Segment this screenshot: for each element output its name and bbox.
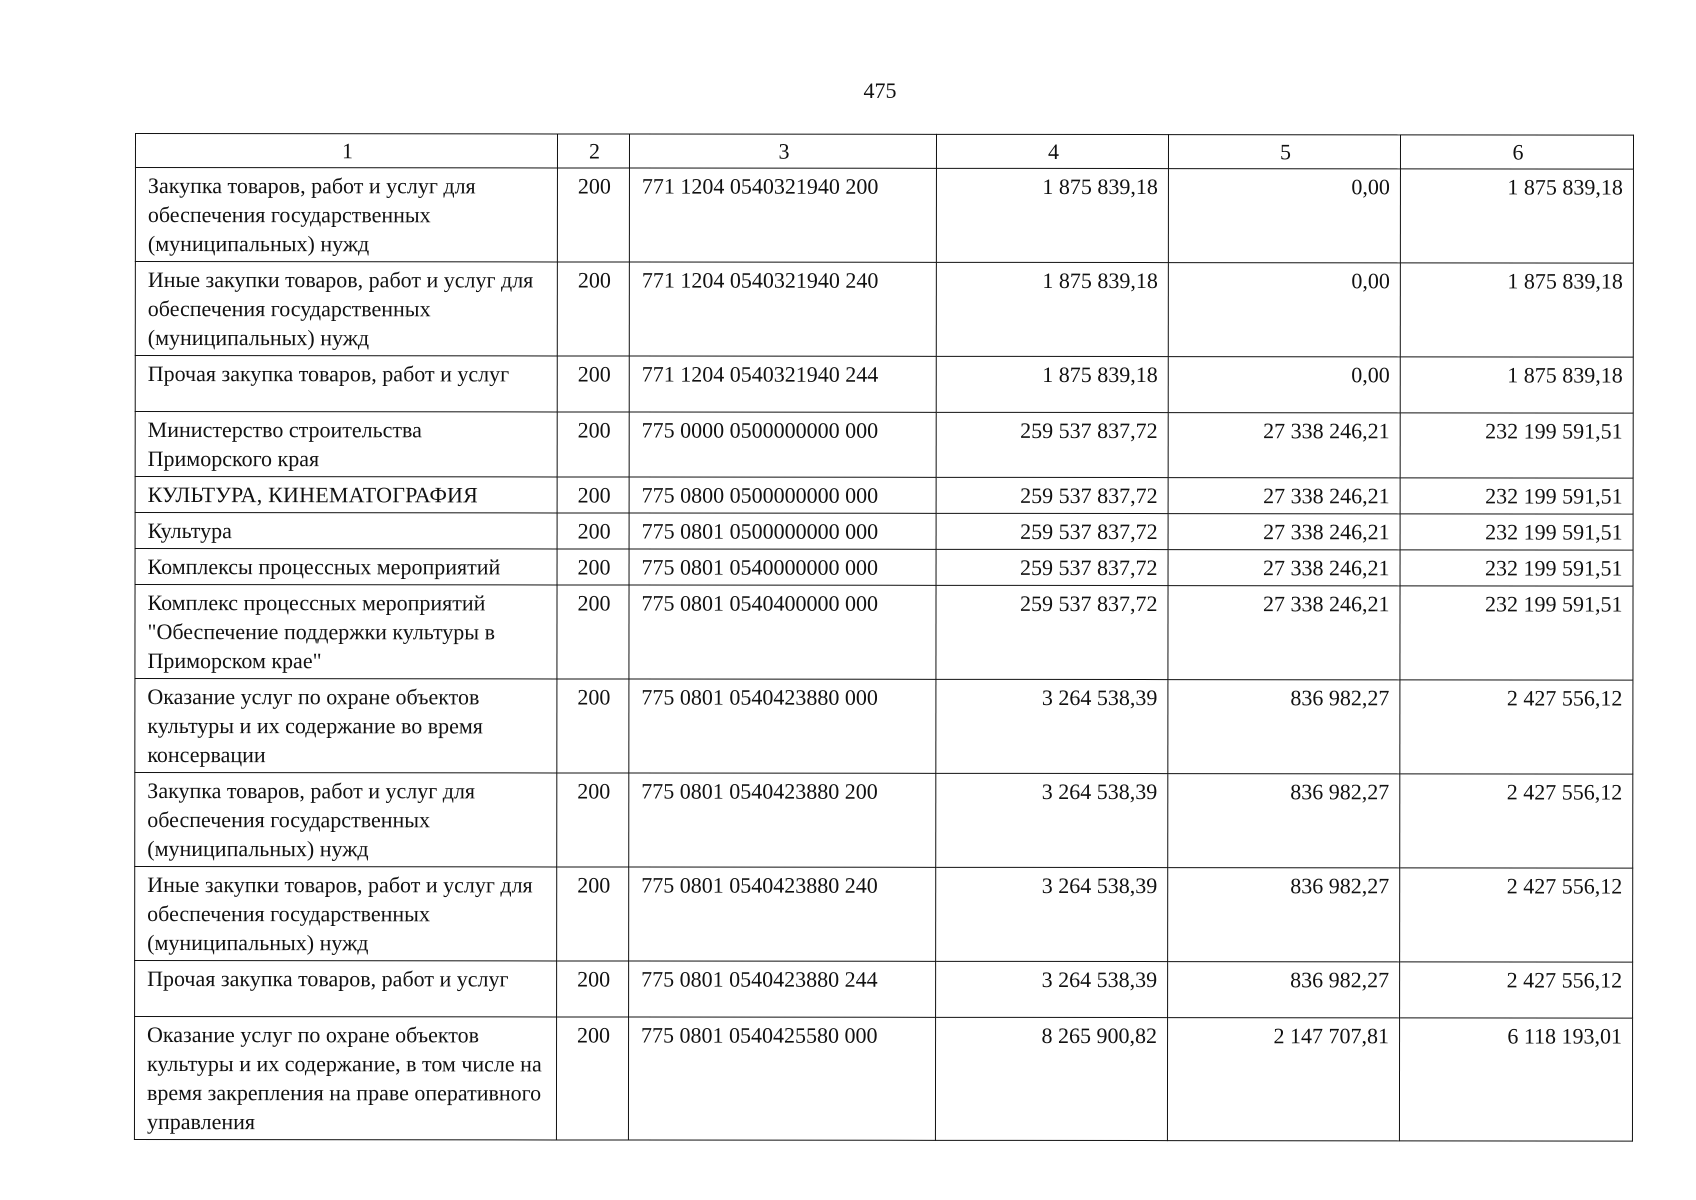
row-col4: 1 875 839,18 — [936, 262, 1168, 356]
row-col4: 259 537 837,72 — [936, 412, 1168, 477]
row-name: Культура — [135, 513, 557, 549]
table-row — [135, 773, 1633, 869]
row-col6: 1 875 839,18 — [1400, 263, 1633, 357]
row-col4: 1 875 839,18 — [936, 168, 1168, 262]
header-row — [135, 134, 1633, 170]
table-row — [135, 549, 1633, 587]
row-name: Прочая закупка товаров, работ и услуг — [135, 961, 557, 1017]
table-row — [135, 477, 1633, 515]
row-col6: 232 199 591,51 — [1400, 550, 1633, 586]
row-col6: 1 875 839,18 — [1400, 357, 1633, 413]
row-code: 200 — [557, 867, 629, 961]
row-col5: 0,00 — [1168, 263, 1400, 357]
row-name: Комплексы процессных мероприятий — [135, 549, 557, 585]
table-row — [134, 1017, 1632, 1142]
row-col6: 232 199 591,51 — [1400, 586, 1633, 680]
row-name: Прочая закупка товаров, работ и услуг — [135, 356, 557, 412]
row-col5: 836 982,27 — [1168, 680, 1400, 774]
row-col4: 259 537 837,72 — [936, 477, 1168, 513]
row-col5: 27 338 246,21 — [1168, 514, 1400, 550]
budget-table — [134, 133, 1634, 1142]
row-col6: 232 199 591,51 — [1400, 514, 1633, 550]
row-col4: 3 264 538,39 — [936, 773, 1168, 867]
row-kbk: 775 0801 0540423880 200 — [629, 773, 936, 867]
row-kbk: 775 0000 0500000000 000 — [629, 412, 936, 477]
table-row — [135, 412, 1633, 479]
row-col4: 259 537 837,72 — [936, 585, 1168, 679]
row-kbk: 775 0801 0540425580 000 — [628, 1017, 935, 1140]
table-row — [135, 679, 1633, 775]
row-col5: 27 338 246,21 — [1168, 413, 1400, 478]
row-kbk: 775 0801 0540423880 244 — [629, 961, 936, 1017]
table-row — [135, 867, 1633, 963]
row-name: Комплекс процессных мероприятий "Обеспечение поддержки культуры в Приморском крае" — [135, 585, 557, 679]
row-code: 200 — [557, 513, 629, 549]
row-code: 200 — [557, 961, 629, 1017]
row-kbk: 771 1204 0540321940 240 — [629, 262, 936, 356]
row-col4: 3 264 538,39 — [936, 961, 1168, 1017]
row-col6: 2 427 556,12 — [1400, 962, 1633, 1018]
table-row — [135, 168, 1633, 264]
table-row — [135, 961, 1633, 1019]
table-row — [135, 513, 1633, 551]
header-cell-4: 4 — [936, 134, 1168, 168]
row-name: Оказание услуг по охране объектов культуры и их содержание во время консервации — [135, 679, 557, 773]
row-col4: 259 537 837,72 — [936, 513, 1168, 549]
row-kbk: 775 0801 0540423880 000 — [629, 679, 936, 773]
row-col5: 27 338 246,21 — [1168, 550, 1400, 586]
header-cell-5: 5 — [1168, 135, 1400, 169]
header-cell-1: 1 — [135, 134, 557, 168]
row-name: Закупка товаров, работ и услуг для обеспечения государственных (муниципальных) нужд — [135, 168, 557, 262]
row-col4: 3 264 538,39 — [936, 867, 1168, 961]
table-row — [135, 585, 1633, 681]
row-col5: 27 338 246,21 — [1168, 586, 1400, 680]
row-kbk: 775 0801 0540423880 240 — [629, 867, 936, 961]
row-code: 200 — [557, 262, 629, 356]
row-col6: 2 427 556,12 — [1400, 680, 1633, 774]
row-col6: 232 199 591,51 — [1400, 413, 1633, 478]
header-cell-3: 3 — [629, 134, 936, 168]
page-number: 475 — [863, 78, 897, 103]
row-code: 200 — [557, 477, 629, 513]
row-col4: 8 265 900,82 — [935, 1017, 1167, 1140]
row-col5: 27 338 246,21 — [1168, 478, 1400, 514]
row-code: 200 — [557, 773, 629, 867]
row-kbk: 775 0801 0500000000 000 — [629, 513, 936, 549]
row-col6: 232 199 591,51 — [1400, 478, 1633, 514]
header-cell-2: 2 — [557, 134, 629, 168]
row-col5: 2 147 707,81 — [1167, 1018, 1399, 1141]
row-code: 200 — [557, 585, 629, 679]
row-col6: 2 427 556,12 — [1400, 868, 1633, 962]
row-kbk: 771 1204 0540321940 244 — [629, 356, 936, 412]
row-col5: 0,00 — [1168, 357, 1400, 413]
table-row — [135, 262, 1633, 358]
row-code: 200 — [557, 168, 629, 262]
row-code: 200 — [557, 412, 629, 477]
row-name: Иные закупки товаров, работ и услуг для обеспечения государственных (муниципальных) нужд — [135, 262, 557, 356]
row-name: Закупка товаров, работ и услуг для обеспечения государственных (муниципальных) нужд — [135, 773, 557, 867]
row-col5: 836 982,27 — [1168, 774, 1400, 868]
table-row — [135, 356, 1633, 414]
row-kbk: 775 0800 0500000000 000 — [629, 477, 936, 513]
row-code: 200 — [556, 1017, 628, 1140]
row-code: 200 — [557, 356, 629, 412]
row-col5: 836 982,27 — [1168, 962, 1400, 1018]
row-kbk: 775 0801 0540400000 000 — [629, 585, 936, 679]
row-kbk: 771 1204 0540321940 200 — [629, 168, 936, 262]
row-col6: 1 875 839,18 — [1400, 169, 1633, 263]
row-name: Иные закупки товаров, работ и услуг для обеспечения государственных (муниципальных) нужд — [135, 867, 557, 961]
row-col6: 2 427 556,12 — [1400, 774, 1633, 868]
header-cell-6: 6 — [1400, 135, 1633, 169]
row-col4: 1 875 839,18 — [936, 356, 1168, 412]
row-col5: 836 982,27 — [1168, 868, 1400, 962]
row-kbk: 775 0801 0540000000 000 — [629, 549, 936, 585]
row-name: КУЛЬТУРА, КИНЕМАТОГРАФИЯ — [135, 477, 557, 513]
row-col4: 259 537 837,72 — [936, 549, 1168, 585]
row-name: Оказание услуг по охране объектов культуры и их содержание, в том числе на время закрепления на праве оперативного управления — [134, 1017, 556, 1140]
row-col4: 3 264 538,39 — [936, 679, 1168, 773]
row-name: Министерство строительства Приморского края — [135, 412, 557, 477]
row-col6: 6 118 193,01 — [1399, 1018, 1632, 1141]
row-col5: 0,00 — [1168, 169, 1400, 263]
row-code: 200 — [557, 679, 629, 773]
row-code: 200 — [557, 549, 629, 585]
